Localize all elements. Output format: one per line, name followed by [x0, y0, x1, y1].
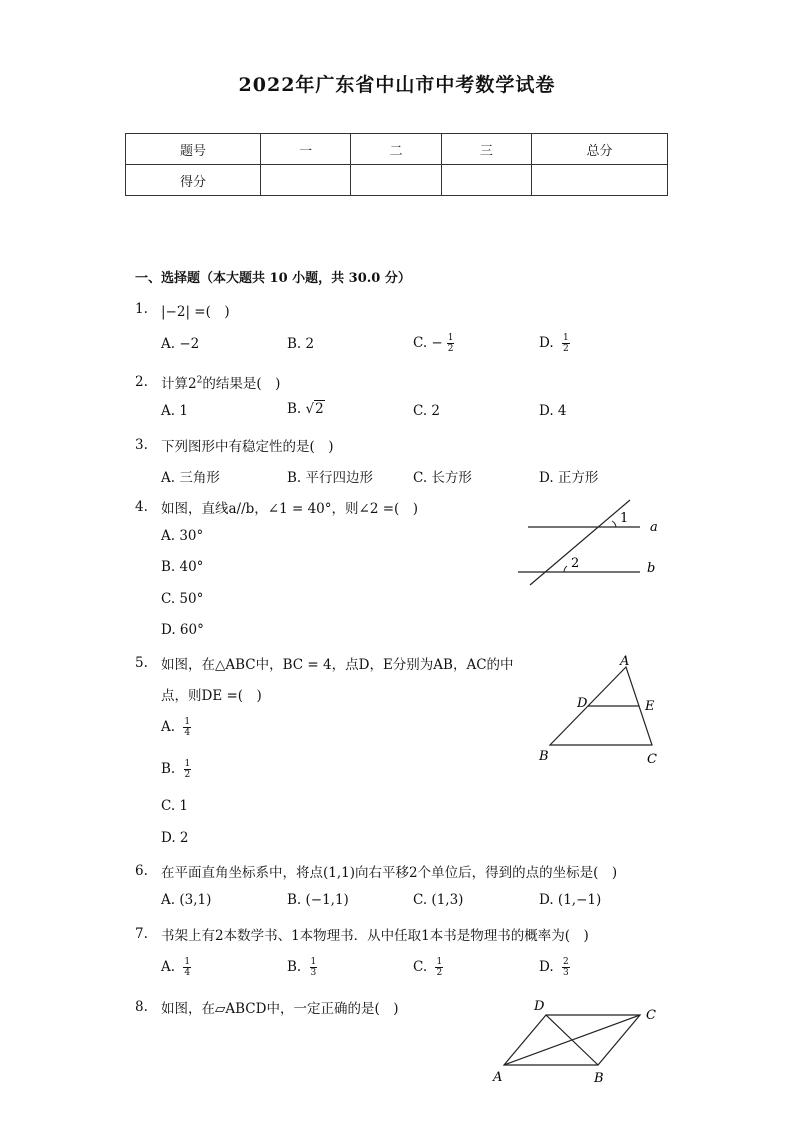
option-c[interactable] [413, 957, 443, 978]
point-d-label: D [577, 696, 588, 711]
point-e-label: E [645, 699, 655, 714]
table-cell: 得分 [126, 165, 261, 196]
page-title: 2022年广东省中山市中考数学试卷 [238, 74, 556, 96]
table-cell[interactable] [532, 165, 668, 196]
option-d[interactable]: D. 60° [161, 622, 204, 638]
angle-2-label: 2 [571, 556, 580, 571]
table-cell: 题号 [126, 134, 261, 165]
option-a[interactable]: A. 30° [161, 528, 204, 544]
question-stem: 如图，在▱ABCD中，一定正确的是( ) [161, 1001, 399, 1017]
table-cell: 总分 [532, 134, 668, 165]
vertex-a-label: A [620, 654, 630, 669]
option-c[interactable] [413, 333, 454, 354]
table-cell[interactable] [260, 165, 350, 196]
parallelogram-abcd-figure [488, 993, 668, 1088]
table-cell: 三 [441, 134, 531, 165]
question-number: 8. [135, 999, 148, 1015]
vertex-c-label: C [647, 752, 657, 767]
option-label: A. [161, 719, 180, 735]
question-number: 4. [135, 499, 148, 515]
option-c[interactable]: C. 2 [413, 403, 441, 419]
fraction: $\frac{1}{2}$ [562, 333, 569, 354]
option-d[interactable]: D. 2 [161, 830, 189, 846]
option-c[interactable]: C. (1,3) [413, 892, 464, 908]
fraction: $\frac{1}{4}$ [184, 717, 191, 738]
option-b[interactable]: B. 平行四边形 [287, 470, 374, 486]
option-label: B. [161, 761, 180, 777]
vertex-b-label: B [539, 749, 549, 764]
question-number: 3. [135, 437, 148, 453]
triangle-abc-figure [530, 650, 665, 770]
question-stem: 在平面直角坐标系中，将点(1,1)向右平移2个单位后，得到的点的坐标是( ) [161, 865, 618, 881]
table-cell: 二 [351, 134, 441, 165]
fraction: $\frac{2}{3}$ [562, 957, 569, 978]
question-stem: |−2| =( ) [161, 304, 230, 320]
angle-2-arc [564, 566, 567, 572]
option-a[interactable]: A. 三角形 [161, 470, 220, 486]
fraction: $\frac{1}{3}$ [310, 957, 317, 978]
angle-1-label: 1 [620, 511, 629, 526]
section-heading: 一、选择题（本大题共 10 小题，共 30.0 分） [135, 271, 411, 286]
option-d[interactable] [539, 957, 570, 978]
fraction: $\frac{1}{2}$ [436, 957, 443, 978]
option-d[interactable]: D. 正方形 [539, 470, 599, 486]
table-row [126, 165, 668, 196]
option-c[interactable]: C. 1 [161, 798, 189, 814]
line-b-label: b [647, 561, 656, 576]
score-table [125, 133, 668, 196]
option-d[interactable]: D. (1,−1) [539, 892, 602, 908]
option-b[interactable]: B. 2 [287, 336, 315, 352]
option-b[interactable] [161, 759, 191, 780]
line-a-label: a [650, 520, 658, 535]
option-label: D. [539, 959, 558, 975]
fraction: $\frac{1}{4}$ [184, 957, 191, 978]
question-stem: 计算$2^2$的结果是( ) [161, 375, 281, 392]
diagonal-bd [546, 1015, 598, 1065]
question-stem: 如图，在△ABC中，BC = 4，点D，E分别为AB，AC的中 [161, 657, 514, 673]
option-label: C. [413, 959, 432, 975]
option-d[interactable]: D. 4 [539, 403, 567, 419]
table-row [126, 134, 668, 165]
sqrt-expression: √2 [305, 401, 324, 417]
question-number: 5. [135, 655, 148, 671]
option-a[interactable] [161, 717, 191, 738]
option-a[interactable] [161, 957, 191, 978]
question-stem: 如图，直线a//b，∠1 = 40°，则∠2 =( ) [161, 501, 419, 517]
question-stem: 书架上有2本数学书、1本物理书．从中任取1本书是物理书的概率为( ) [161, 928, 589, 944]
angle-1-arc [612, 521, 616, 527]
option-label: A. [161, 959, 180, 975]
question-number: 6. [135, 863, 148, 879]
vertex-b-label: B [594, 1071, 604, 1086]
option-a[interactable]: A. −2 [161, 336, 200, 352]
option-d[interactable] [539, 333, 570, 354]
question-stem: 下列图形中有稳定性的是( ) [161, 439, 334, 455]
option-label: D. [539, 335, 558, 351]
option-b[interactable]: B. (−1,1) [287, 892, 349, 908]
option-a[interactable]: A. 1 [161, 403, 188, 419]
option-label: B. [287, 959, 306, 975]
fraction: $\frac{1}{2}$ [447, 333, 454, 354]
fraction: $\frac{1}{2}$ [184, 759, 191, 780]
question-stem: 点，则DE =( ) [161, 688, 262, 704]
vertex-d-label: D [534, 999, 545, 1014]
table-cell[interactable] [351, 165, 441, 196]
option-c[interactable]: C. 50° [161, 591, 204, 607]
vertex-c-label: C [646, 1008, 656, 1023]
option-b[interactable] [287, 957, 317, 978]
question-number: 2. [135, 374, 148, 390]
option-a[interactable]: A. (3,1) [161, 892, 212, 908]
vertex-a-label: A [493, 1070, 503, 1085]
table-cell: 一 [260, 134, 350, 165]
parallel-lines-figure [510, 495, 670, 590]
option-c[interactable]: C. 长方形 [413, 470, 472, 486]
question-number: 7. [135, 926, 148, 942]
option-b[interactable] [287, 401, 325, 417]
question-number: 1. [135, 301, 148, 317]
option-label: C. − [413, 335, 443, 351]
option-label: B. [287, 401, 306, 417]
table-cell[interactable] [441, 165, 531, 196]
option-b[interactable]: B. 40° [161, 559, 204, 575]
